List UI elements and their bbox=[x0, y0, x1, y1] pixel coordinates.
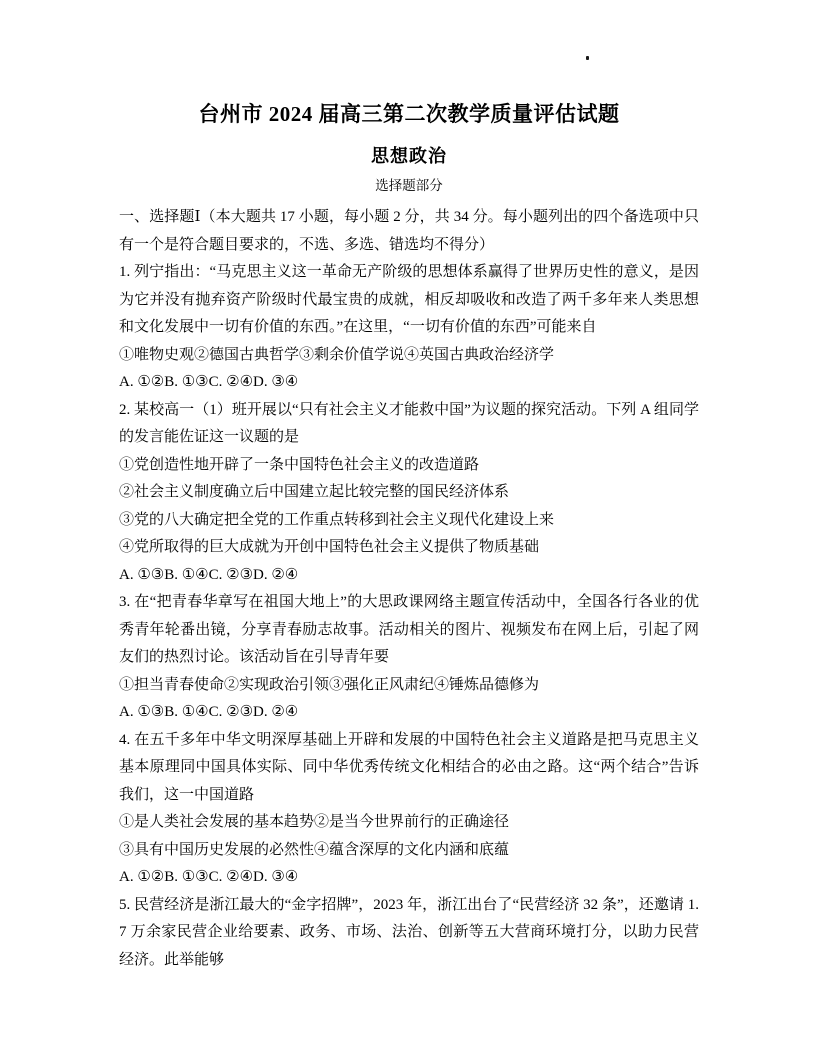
question-2-option-line: ②社会主义制度确立后中国建立起比较完整的国民经济体系 bbox=[119, 484, 510, 500]
question-3-stem: 3. 在“把青春华章写在祖国大地上”的大思政课网络主题宣传活动中，全国各行各业的优秀青年轮番出镜，分享青春励志故事。活动相关的图片、视频发布在网上后，引起了网友们的热烈讨论。该活动旨在引导青年要 bbox=[119, 594, 699, 665]
question-1-choices: A. ①②B. ①③C. ②④D. ③④ bbox=[119, 374, 299, 390]
question-2-stem: 2. 某校高一（1）班开展以“只有社会主义才能救中国”为议题的探究活动。下列 A 组同学的发言能佐证这一议题的是 bbox=[119, 401, 699, 445]
document-content bbox=[119, 0, 699, 974]
question-4-option-line: ①是人类社会发展的基本趋势②是当今世界前行的正确途径 bbox=[119, 814, 510, 830]
question-4-stem: 4. 在五千多年中华文明深厚基础上开辟和发展的中国特色社会主义道路是把马克思主义基本原理同中国具体实际、同中华优秀传统文化相结合的必由之路。这“两个结合”告诉我们，这一中国道路 bbox=[119, 731, 699, 803]
question-5-stem: 5. 民营经济是浙江最大的“金字招牌”，2023 年，浙江出台了“民营经济 32 条”，还邀请 1.7 万余家民营企业给要素、政务、市场、法治、创新等五大营商环境打分，以助力民营经济。此举能够 bbox=[119, 896, 699, 968]
part-label: 选择题部分 bbox=[375, 178, 443, 193]
question-2-choices: A. ①③B. ①④C. ②③D. ②④ bbox=[119, 566, 299, 583]
subject-title: 思想政治 bbox=[371, 146, 447, 166]
question-2-option-line: ③党的八大确定把全党的工作重点转移到社会主义现代化建设上来 bbox=[119, 511, 555, 528]
section-instructions: 一、选择题Ⅰ（本大题共 17 小题，每小题 2 分，共 34 分。每小题列出的四个备选项中只有一个是符合题目要求的，不选、多选、错选均不得分） bbox=[119, 209, 699, 253]
question-1-option-line: ①唯物史观②德国古典哲学③剩余价值学说④英国古典政治经济学 bbox=[119, 346, 555, 363]
question-3-option-line: ①担当青春使命②实现政治引领③强化正风肃纪④锤炼品德修为 bbox=[119, 676, 540, 693]
question-2-option-line: ④党所取得的巨大成就为开创中国特色社会主义提供了物质基础 bbox=[119, 539, 540, 555]
page-title: 台州市 2024 届高三第二次教学质量评估试题 bbox=[198, 102, 620, 126]
question-1-stem: 1. 列宁指出：“马克思主义这一革命无产阶级的思想体系赢得了世界历史性的意义，是因为它并没有抛弃资产阶级时代最宝贵的成就，相反却吸收和改造了两千多年来人类思想和文化发展中一切有价值的东西。”在这里，“一切有价值的东西”可能来自 bbox=[119, 264, 699, 335]
question-2-option-line: ①党创造性地开辟了一条中国特色社会主义的改造道路 bbox=[119, 456, 480, 473]
question-4-choices: A. ①②B. ①③C. ②④D. ③④ bbox=[119, 869, 299, 885]
question-3-choices: A. ①③B. ①④C. ②③D. ②④ bbox=[119, 704, 299, 720]
question-4-option-line: ③具有中国历史发展的必然性④蕴含深厚的文化内涵和底蕴 bbox=[119, 841, 510, 858]
